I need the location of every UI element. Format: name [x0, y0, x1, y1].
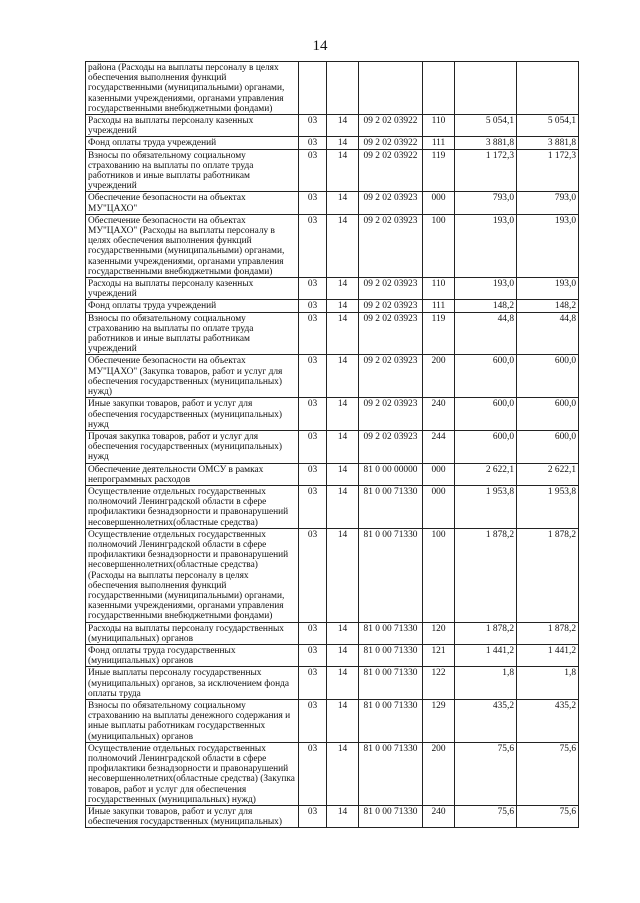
cell-section: 03: [299, 485, 327, 528]
table-row: [86, 398, 579, 431]
table-row: [86, 214, 579, 277]
cell-amount-1: 1 441,2: [455, 644, 517, 666]
cell-name: Взносы по обязательному социальному страхованию на выплаты денежного содержания и иные выплаты работникам государственных (муниципальных) органов: [86, 699, 299, 742]
cell-amount-2: 600,0: [517, 398, 579, 431]
cell-target-article: 81 0 00 00000: [359, 463, 423, 485]
cell-subsection: 14: [327, 806, 359, 828]
cell-amount-2: [517, 62, 579, 115]
cell-amount-1: 5 054,1: [455, 115, 517, 137]
cell-target-article: [359, 62, 423, 115]
cell-target-article: 09 2 02 03923: [359, 214, 423, 277]
cell-name: Прочая закупка товаров, работ и услуг для обеспечения государственных (муниципальных) нужд: [86, 430, 299, 463]
cell-amount-1: 3 881,8: [455, 137, 517, 149]
cell-target-article: 81 0 00 71330: [359, 806, 423, 828]
cell-target-article: 09 2 02 03923: [359, 300, 423, 312]
cell-target-article: 09 2 02 03923: [359, 192, 423, 214]
table-row: [86, 355, 579, 398]
cell-subsection: [327, 62, 359, 115]
cell-amount-1: 1,8: [455, 667, 517, 700]
cell-name: Взносы по обязательному социальному страхованию на выплаты по оплате труда работников и иные выплаты работникам учреждений: [86, 149, 299, 192]
budget-table: [85, 61, 579, 828]
cell-expense-type: 119: [423, 312, 455, 355]
cell-expense-type: 122: [423, 667, 455, 700]
cell-subsection: 14: [327, 528, 359, 622]
cell-section: 03: [299, 398, 327, 431]
cell-amount-2: 1 172,3: [517, 149, 579, 192]
cell-amount-1: 44,8: [455, 312, 517, 355]
cell-section: 03: [299, 137, 327, 149]
cell-name: Осуществление отдельных государственных полномочий Ленинградской области в сфере профилактики безнадзорности и правонарушений несовершеннолетних(областные средства): [86, 485, 299, 528]
cell-name: Осуществление отдельных государственных полномочий Ленинградской области в сфере профилактики безнадзорности и правонарушений несовершеннолетних(областные средства) (Расходы на выплаты персоналу в целях обеспечения выполнения функций государственными (муниципальными) органами, казенными учреждениями, органами управления государственными внебюджетными фондами): [86, 528, 299, 622]
cell-section: 03: [299, 622, 327, 644]
cell-amount-2: 600,0: [517, 430, 579, 463]
cell-subsection: 14: [327, 622, 359, 644]
cell-name: Иные закупки товаров, работ и услуг для обеспечения государственных (муниципальных): [86, 806, 299, 828]
cell-target-article: 81 0 00 71330: [359, 667, 423, 700]
table-row: [86, 463, 579, 485]
cell-expense-type: 000: [423, 485, 455, 528]
cell-amount-2: 3 881,8: [517, 137, 579, 149]
cell-section: 03: [299, 214, 327, 277]
cell-amount-1: 2 622,1: [455, 463, 517, 485]
cell-subsection: 14: [327, 742, 359, 805]
cell-name: Фонд оплаты труда учреждений: [86, 137, 299, 149]
cell-section: 03: [299, 742, 327, 805]
cell-target-article: 09 2 02 03922: [359, 137, 423, 149]
cell-amount-1: 193,0: [455, 214, 517, 277]
cell-target-article: 09 2 02 03922: [359, 115, 423, 137]
cell-section: 03: [299, 430, 327, 463]
cell-target-article: 09 2 02 03923: [359, 278, 423, 300]
cell-target-article: 81 0 00 71330: [359, 528, 423, 622]
cell-subsection: 14: [327, 644, 359, 666]
cell-name: Расходы на выплаты персоналу казенных учреждений: [86, 115, 299, 137]
cell-section: 03: [299, 355, 327, 398]
cell-subsection: 14: [327, 278, 359, 300]
cell-name: Расходы на выплаты персоналу государственных (муниципальных) органов: [86, 622, 299, 644]
cell-amount-2: 1 878,2: [517, 528, 579, 622]
cell-name: Обеспечение безопасности на объектах МУ"ЦАХО" (Закупка товаров, работ и услуг для обеспечения государственных (муниципальных) нужд): [86, 355, 299, 398]
cell-amount-1: 148,2: [455, 300, 517, 312]
cell-section: [299, 62, 327, 115]
cell-amount-1: 1 953,8: [455, 485, 517, 528]
cell-target-article: 09 2 02 03923: [359, 355, 423, 398]
cell-section: 03: [299, 115, 327, 137]
cell-expense-type: 100: [423, 214, 455, 277]
table-row: [86, 62, 579, 115]
cell-subsection: 14: [327, 300, 359, 312]
cell-amount-2: 5 054,1: [517, 115, 579, 137]
cell-expense-type: 120: [423, 622, 455, 644]
cell-amount-1: 1 172,3: [455, 149, 517, 192]
cell-amount-2: 193,0: [517, 278, 579, 300]
cell-expense-type: 200: [423, 355, 455, 398]
table-row: [86, 278, 579, 300]
cell-target-article: 81 0 00 71330: [359, 644, 423, 666]
cell-amount-2: 435,2: [517, 699, 579, 742]
cell-section: 03: [299, 192, 327, 214]
cell-subsection: 14: [327, 485, 359, 528]
table-row: [86, 192, 579, 214]
table-row: [86, 622, 579, 644]
cell-target-article: 09 2 02 03922: [359, 149, 423, 192]
cell-subsection: 14: [327, 192, 359, 214]
cell-name: Обеспечение деятельности ОМСУ в рамках непрограммных расходов: [86, 463, 299, 485]
cell-amount-2: 148,2: [517, 300, 579, 312]
cell-amount-2: 75,6: [517, 742, 579, 805]
cell-amount-2: 2 622,1: [517, 463, 579, 485]
table-body: [86, 62, 579, 828]
table-row: [86, 699, 579, 742]
cell-expense-type: 110: [423, 278, 455, 300]
cell-section: 03: [299, 528, 327, 622]
cell-section: 03: [299, 806, 327, 828]
table-row: [86, 644, 579, 666]
cell-name: Фонд оплаты труда государственных (муниципальных) органов: [86, 644, 299, 666]
cell-section: 03: [299, 278, 327, 300]
cell-name: Обеспечение безопасности на объектах МУ"ЦАХО" (Расходы на выплаты персоналу в целях обеспечения выполнения функций государственными (муниципальными) органами, казенными учреждениями, органами управления государственными внебюджетными фондами): [86, 214, 299, 277]
cell-amount-1: 1 878,2: [455, 528, 517, 622]
cell-expense-type: 000: [423, 192, 455, 214]
cell-amount-1: 600,0: [455, 398, 517, 431]
cell-expense-type: 111: [423, 300, 455, 312]
cell-amount-1: 435,2: [455, 699, 517, 742]
cell-expense-type: 121: [423, 644, 455, 666]
table-row: [86, 312, 579, 355]
cell-name: Расходы на выплаты персоналу казенных учреждений: [86, 278, 299, 300]
cell-expense-type: 240: [423, 806, 455, 828]
page-number: 14: [312, 38, 328, 54]
cell-expense-type: 240: [423, 398, 455, 431]
cell-expense-type: 111: [423, 137, 455, 149]
table-row: [86, 742, 579, 805]
cell-expense-type: [423, 62, 455, 115]
cell-expense-type: 244: [423, 430, 455, 463]
table-row: [86, 528, 579, 622]
cell-target-article: 09 2 02 03923: [359, 398, 423, 431]
cell-amount-2: 1,8: [517, 667, 579, 700]
cell-amount-2: 1 441,2: [517, 644, 579, 666]
cell-target-article: 09 2 02 03923: [359, 430, 423, 463]
cell-subsection: 14: [327, 430, 359, 463]
cell-subsection: 14: [327, 463, 359, 485]
cell-target-article: 81 0 00 71330: [359, 742, 423, 805]
cell-amount-1: 193,0: [455, 278, 517, 300]
cell-subsection: 14: [327, 214, 359, 277]
cell-expense-type: 100: [423, 528, 455, 622]
cell-name: Взносы по обязательному социальному страхованию на выплаты по оплате труда работников и иные выплаты работникам учреждений: [86, 312, 299, 355]
cell-expense-type: 000: [423, 463, 455, 485]
table-row: [86, 806, 579, 828]
table-row: [86, 137, 579, 149]
cell-name: Фонд оплаты труда учреждений: [86, 300, 299, 312]
table-row: [86, 485, 579, 528]
cell-section: 03: [299, 300, 327, 312]
cell-name: Иные закупки товаров, работ и услуг для обеспечения государственных (муниципальных) нужд: [86, 398, 299, 431]
cell-subsection: 14: [327, 137, 359, 149]
cell-target-article: 81 0 00 71330: [359, 699, 423, 742]
cell-section: 03: [299, 667, 327, 700]
cell-amount-1: 75,6: [455, 806, 517, 828]
cell-amount-1: 600,0: [455, 355, 517, 398]
cell-amount-2: 44,8: [517, 312, 579, 355]
cell-name: района (Расходы на выплаты персоналу в целях обеспечения выполнения функций государственными (муниципальными) органами, казенными учреждениями, органами управления государственными внебюджетными фондами): [86, 62, 299, 115]
cell-amount-1: 75,6: [455, 742, 517, 805]
cell-section: 03: [299, 463, 327, 485]
table-row: [86, 115, 579, 137]
cell-subsection: 14: [327, 312, 359, 355]
cell-amount-2: 193,0: [517, 214, 579, 277]
cell-amount-2: 75,6: [517, 806, 579, 828]
cell-expense-type: 200: [423, 742, 455, 805]
cell-target-article: 09 2 02 03923: [359, 312, 423, 355]
cell-subsection: 14: [327, 115, 359, 137]
cell-name: Иные выплаты персоналу государственных (муниципальных) органов, за исключением фонда оплаты труда: [86, 667, 299, 700]
cell-subsection: 14: [327, 398, 359, 431]
cell-amount-1: 600,0: [455, 430, 517, 463]
cell-expense-type: 119: [423, 149, 455, 192]
table-row: [86, 300, 579, 312]
cell-target-article: 81 0 00 71330: [359, 622, 423, 644]
cell-section: 03: [299, 699, 327, 742]
cell-expense-type: 110: [423, 115, 455, 137]
cell-amount-2: 1 953,8: [517, 485, 579, 528]
cell-amount-1: [455, 62, 517, 115]
cell-amount-2: 793,0: [517, 192, 579, 214]
cell-section: 03: [299, 312, 327, 355]
cell-section: 03: [299, 644, 327, 666]
table-row: [86, 430, 579, 463]
cell-name: Обеспечение безопасности на объектах МУ"ЦАХО": [86, 192, 299, 214]
cell-subsection: 14: [327, 667, 359, 700]
cell-subsection: 14: [327, 355, 359, 398]
cell-subsection: 14: [327, 699, 359, 742]
cell-expense-type: 129: [423, 699, 455, 742]
cell-amount-1: 793,0: [455, 192, 517, 214]
cell-section: 03: [299, 149, 327, 192]
cell-name: Осуществление отдельных государственных полномочий Ленинградской области в сфере профилактики безнадзорности и правонарушений несовершеннолетних(областные средства) (Закупка товаров, работ и услуг для обеспечения государственных (муниципальных) нужд): [86, 742, 299, 805]
cell-subsection: 14: [327, 149, 359, 192]
cell-target-article: 81 0 00 71330: [359, 485, 423, 528]
cell-amount-2: 1 878,2: [517, 622, 579, 644]
table-row: [86, 149, 579, 192]
cell-amount-2: 600,0: [517, 355, 579, 398]
table-row: [86, 667, 579, 700]
cell-amount-1: 1 878,2: [455, 622, 517, 644]
